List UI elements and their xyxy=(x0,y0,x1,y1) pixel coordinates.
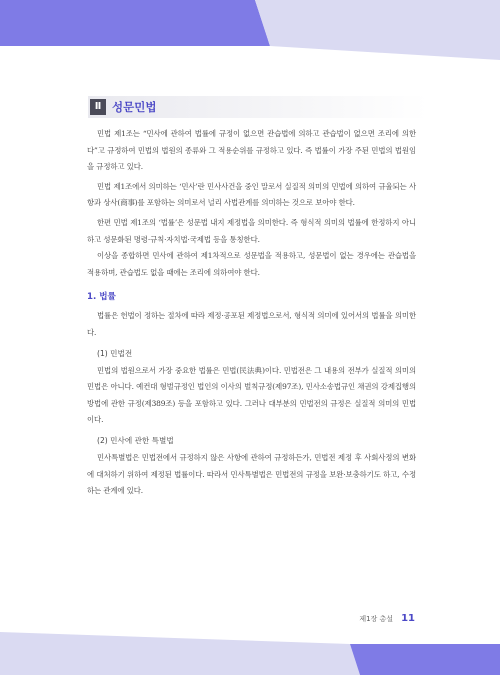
subsection-heading-laws: 1. 법률 xyxy=(87,292,116,303)
laws-paragraph: 법률은 헌법이 정하는 절차에 따라 제정·공포된 제정법으로서, 형식적 의미에 있어서의 법률을 의미한다. xyxy=(87,311,416,337)
intro-paragraph-3: 한편 민법 제1조의 ‘법률’은 성문법 내지 제정법을 의미한다. 즉 형식적 의미의 법률에 한정하지 아니하고 성문화된 명령·규칙·자치법·국제법 등을 통칭한다. xyxy=(87,217,416,244)
civil-code-paragraph: 민법의 법원으로서 가장 중요한 법률은 민법(民法典)이다. 민법전은 그 내용의 전부가 실질적 의미의 민법은 아니다. 예컨대 형벌규정인 법인의 이사의 벌칙규정(제97조), 민사소송법규인 채권의 강제집행의 방법에 관한 규정(제389조) 등을 포함하고 있다. 그러나 대부분의 민법전의 규정은 실질적 의미의 민법이다. xyxy=(87,365,416,425)
page-footer xyxy=(359,613,415,624)
intro-paragraph-4: 이상을 종합하면 민사에 관하여 제1차적으로 성문법을 적용하고, 성문법이 없는 경우에는 관습법을 적용하며, 관습법도 없을 때에는 조리에 의하여야 한다. xyxy=(87,251,416,277)
subsubsection-heading-civil-code: (1) 민법전 xyxy=(97,348,133,358)
special-laws-paragraph: 민사특별법은 민법전에서 규정하지 않은 사항에 관하여 규정하든가, 민법전 제정 후 사회사정의 변화에 대처하기 위하여 제정된 법률이다. 따라서 민사특별법은 민법전의 규정을 보완·보충하기도 하고, 수정하는 관계에 있다. xyxy=(87,452,416,496)
intro-paragraph-1: 민법 제1조는 “민사에 관하여 법률에 규정이 없으면 관습법에 의하고 관습법이 없으면 조리에 의한다”고 규정하여 민법의 법원의 종류와 그 적용순위를 규정하고 있다. 즉 법률이 가장 주된 민법의 법원임을 규정하고 있다. xyxy=(87,129,416,172)
page-number: 11 xyxy=(401,613,415,624)
top-decoration xyxy=(0,0,500,60)
intro-paragraph-2: 민법 제1조에서 의미하는 ‘민사’란 민사사건을 중인 말로서 실질적 의미의 민법에 의하여 규율되는 사항과 상사(商事)를 포함하는 의미로서 널리 사법관계를 의미하는 것으로 보아야 한다. xyxy=(87,181,416,208)
chapter-label: 제1장 총설 xyxy=(359,615,394,623)
body-content xyxy=(87,126,416,500)
subsubsection-heading-special-laws: (2) 민사에 관한 특별법 xyxy=(97,435,174,445)
section-number-badge: Ⅱ xyxy=(90,99,106,115)
bottom-decoration xyxy=(0,632,500,675)
section-heading xyxy=(88,96,428,118)
section-title: 성문민법 xyxy=(112,100,157,114)
